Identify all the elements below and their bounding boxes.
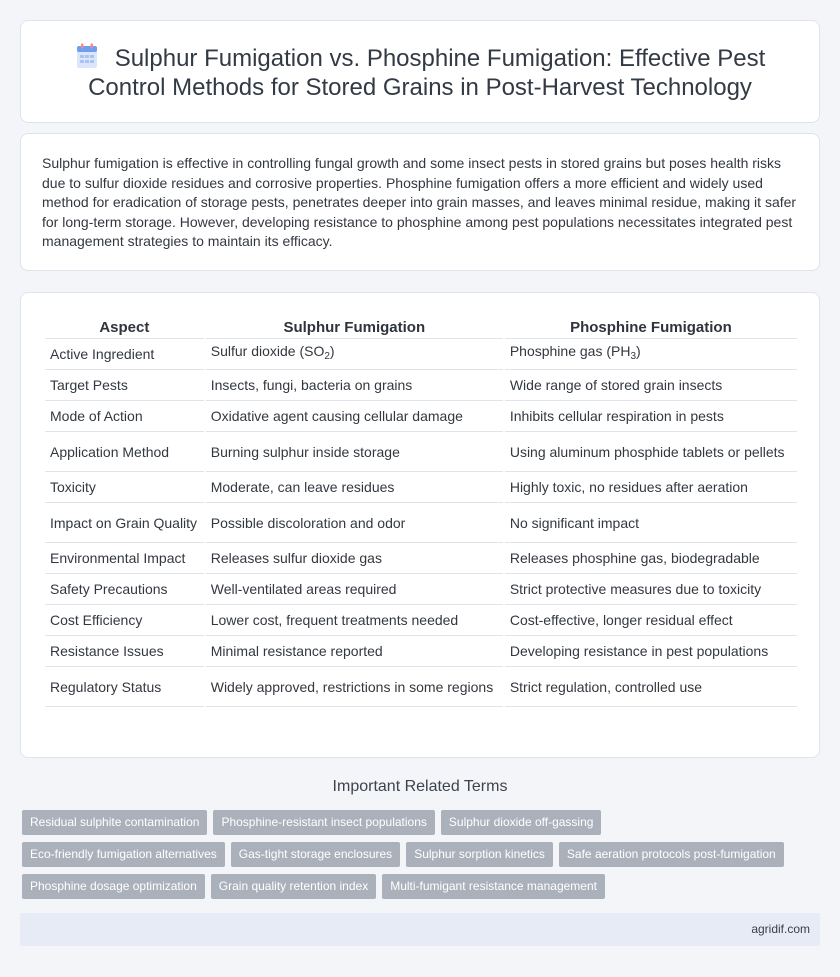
sulphur-cell: Minimal resistance reported <box>206 636 503 667</box>
related-tags <box>22 810 812 906</box>
sulphur-cell: Sulfur dioxide $(SO_2)$ <box>206 339 503 370</box>
aspect-cell: Toxicity <box>45 472 204 503</box>
phosphine-cell: No significant impact <box>505 503 797 543</box>
phosphine-cell: Cost-effective, longer residual effect <box>505 605 797 636</box>
sulphur-cell: Well-ventilated areas required <box>206 574 503 605</box>
page-title <box>71 43 769 102</box>
table-row <box>45 543 797 574</box>
summary-card <box>20 133 820 271</box>
related-tag[interactable]: Multi-fumigant resistance management <box>382 874 605 899</box>
table-row <box>45 339 797 370</box>
aspect-cell: Target Pests <box>45 370 204 401</box>
aspect-cell: Environmental Impact <box>45 543 204 574</box>
sulphur-cell: Moderate, can leave residues <box>206 472 503 503</box>
header-aspect: Aspect <box>45 313 204 339</box>
table-row <box>45 667 797 707</box>
related-tag[interactable]: Gas-tight storage enclosures <box>231 842 400 867</box>
aspect-cell: Mode of Action <box>45 401 204 432</box>
related-tag[interactable]: Sulphur sorption kinetics <box>406 842 553 867</box>
sulphur-cell: Releases sulfur dioxide gas <box>206 543 503 574</box>
related-tag[interactable]: Residual sulphite contamination <box>22 810 207 835</box>
aspect-cell: Regulatory Status <box>45 667 204 707</box>
related-tag[interactable]: Grain quality retention index <box>211 874 376 899</box>
phosphine-cell: Releases phosphine gas, biodegradable <box>505 543 797 574</box>
related-tag[interactable]: Phosphine dosage optimization <box>22 874 205 899</box>
sulphur-cell: Oxidative agent causing cellular damage <box>206 401 503 432</box>
related-tag[interactable]: Safe aeration protocols post-fumigation <box>559 842 784 867</box>
aspect-cell: Impact on Grain Quality <box>45 503 204 543</box>
aspect-cell: Safety Precautions <box>45 574 204 605</box>
phosphine-cell: Developing resistance in pest populations <box>505 636 797 667</box>
sulphur-cell: Burning sulphur inside storage <box>206 432 503 472</box>
phosphine-cell: Strict regulation, controlled use <box>505 667 797 707</box>
header-phosphine: Phosphine Fumigation <box>505 313 797 339</box>
related-tag[interactable]: Sulphur dioxide off-gassing <box>441 810 602 835</box>
phosphine-cell: Highly toxic, no residues after aeration <box>505 472 797 503</box>
table-row <box>45 432 797 472</box>
table-row <box>45 605 797 636</box>
aspect-cell: Resistance Issues <box>45 636 204 667</box>
table-row <box>45 370 797 401</box>
related-tag[interactable]: Eco-friendly fumigation alternatives <box>22 842 225 867</box>
phosphine-cell: Strict protective measures due to toxicity <box>505 574 797 605</box>
footer <box>20 913 820 946</box>
related-tag[interactable]: Phosphine-resistant insect populations <box>213 810 434 835</box>
phosphine-cell: Using aluminum phosphide tablets or pellets <box>505 432 797 472</box>
table-row <box>45 401 797 432</box>
aspect-cell: Application Method <box>45 432 204 472</box>
phosphine-cell: Phosphine gas $(PH_3)$ <box>505 339 797 370</box>
footer-site-link[interactable]: agridif.com <box>751 922 810 936</box>
sulphur-cell: Possible discoloration and odor <box>206 503 503 543</box>
table-row <box>45 636 797 667</box>
title-card <box>20 20 820 123</box>
related-terms-title: Important Related Terms <box>332 778 508 795</box>
sulphur-cell: Widely approved, restrictions in some regions <box>206 667 503 707</box>
phosphine-cell: Wide range of stored grain insects <box>505 370 797 401</box>
comparison-table <box>43 313 799 707</box>
title-text: Sulphur Fumigation vs. Phosphine Fumigation: Effective Pest Control Methods for Stored Grains in Post-Harvest Technology <box>88 45 766 101</box>
table-row <box>45 503 797 543</box>
table-header-row <box>45 313 797 339</box>
aspect-cell: Active Ingredient <box>45 339 204 370</box>
document-icon <box>75 43 99 69</box>
sulphur-cell: Insects, fungi, bacteria on grains <box>206 370 503 401</box>
phosphine-cell: Inhibits cellular respiration in pests <box>505 401 797 432</box>
sulphur-cell: Lower cost, frequent treatments needed <box>206 605 503 636</box>
table-row <box>45 574 797 605</box>
aspect-cell: Cost Efficiency <box>45 605 204 636</box>
table-row <box>45 472 797 503</box>
comparison-table-card <box>20 292 820 758</box>
header-sulphur: Sulphur Fumigation <box>206 313 503 339</box>
summary-text: Sulphur fumigation is effective in controlling fungal growth and some insect pests in stored grains but poses health risks due to sulfur dioxide residues and corrosive properties. Phosphine fumigation offers a more efficient and widely used method for eradication of storage pests, penetrates deeper into grain masses, and leaves minimal residue, making it safer for long-term storage. However, developing resistance to phosphine among pest populations necessitates integrated pest management strategies to maintain its efficacy. <box>42 155 797 249</box>
